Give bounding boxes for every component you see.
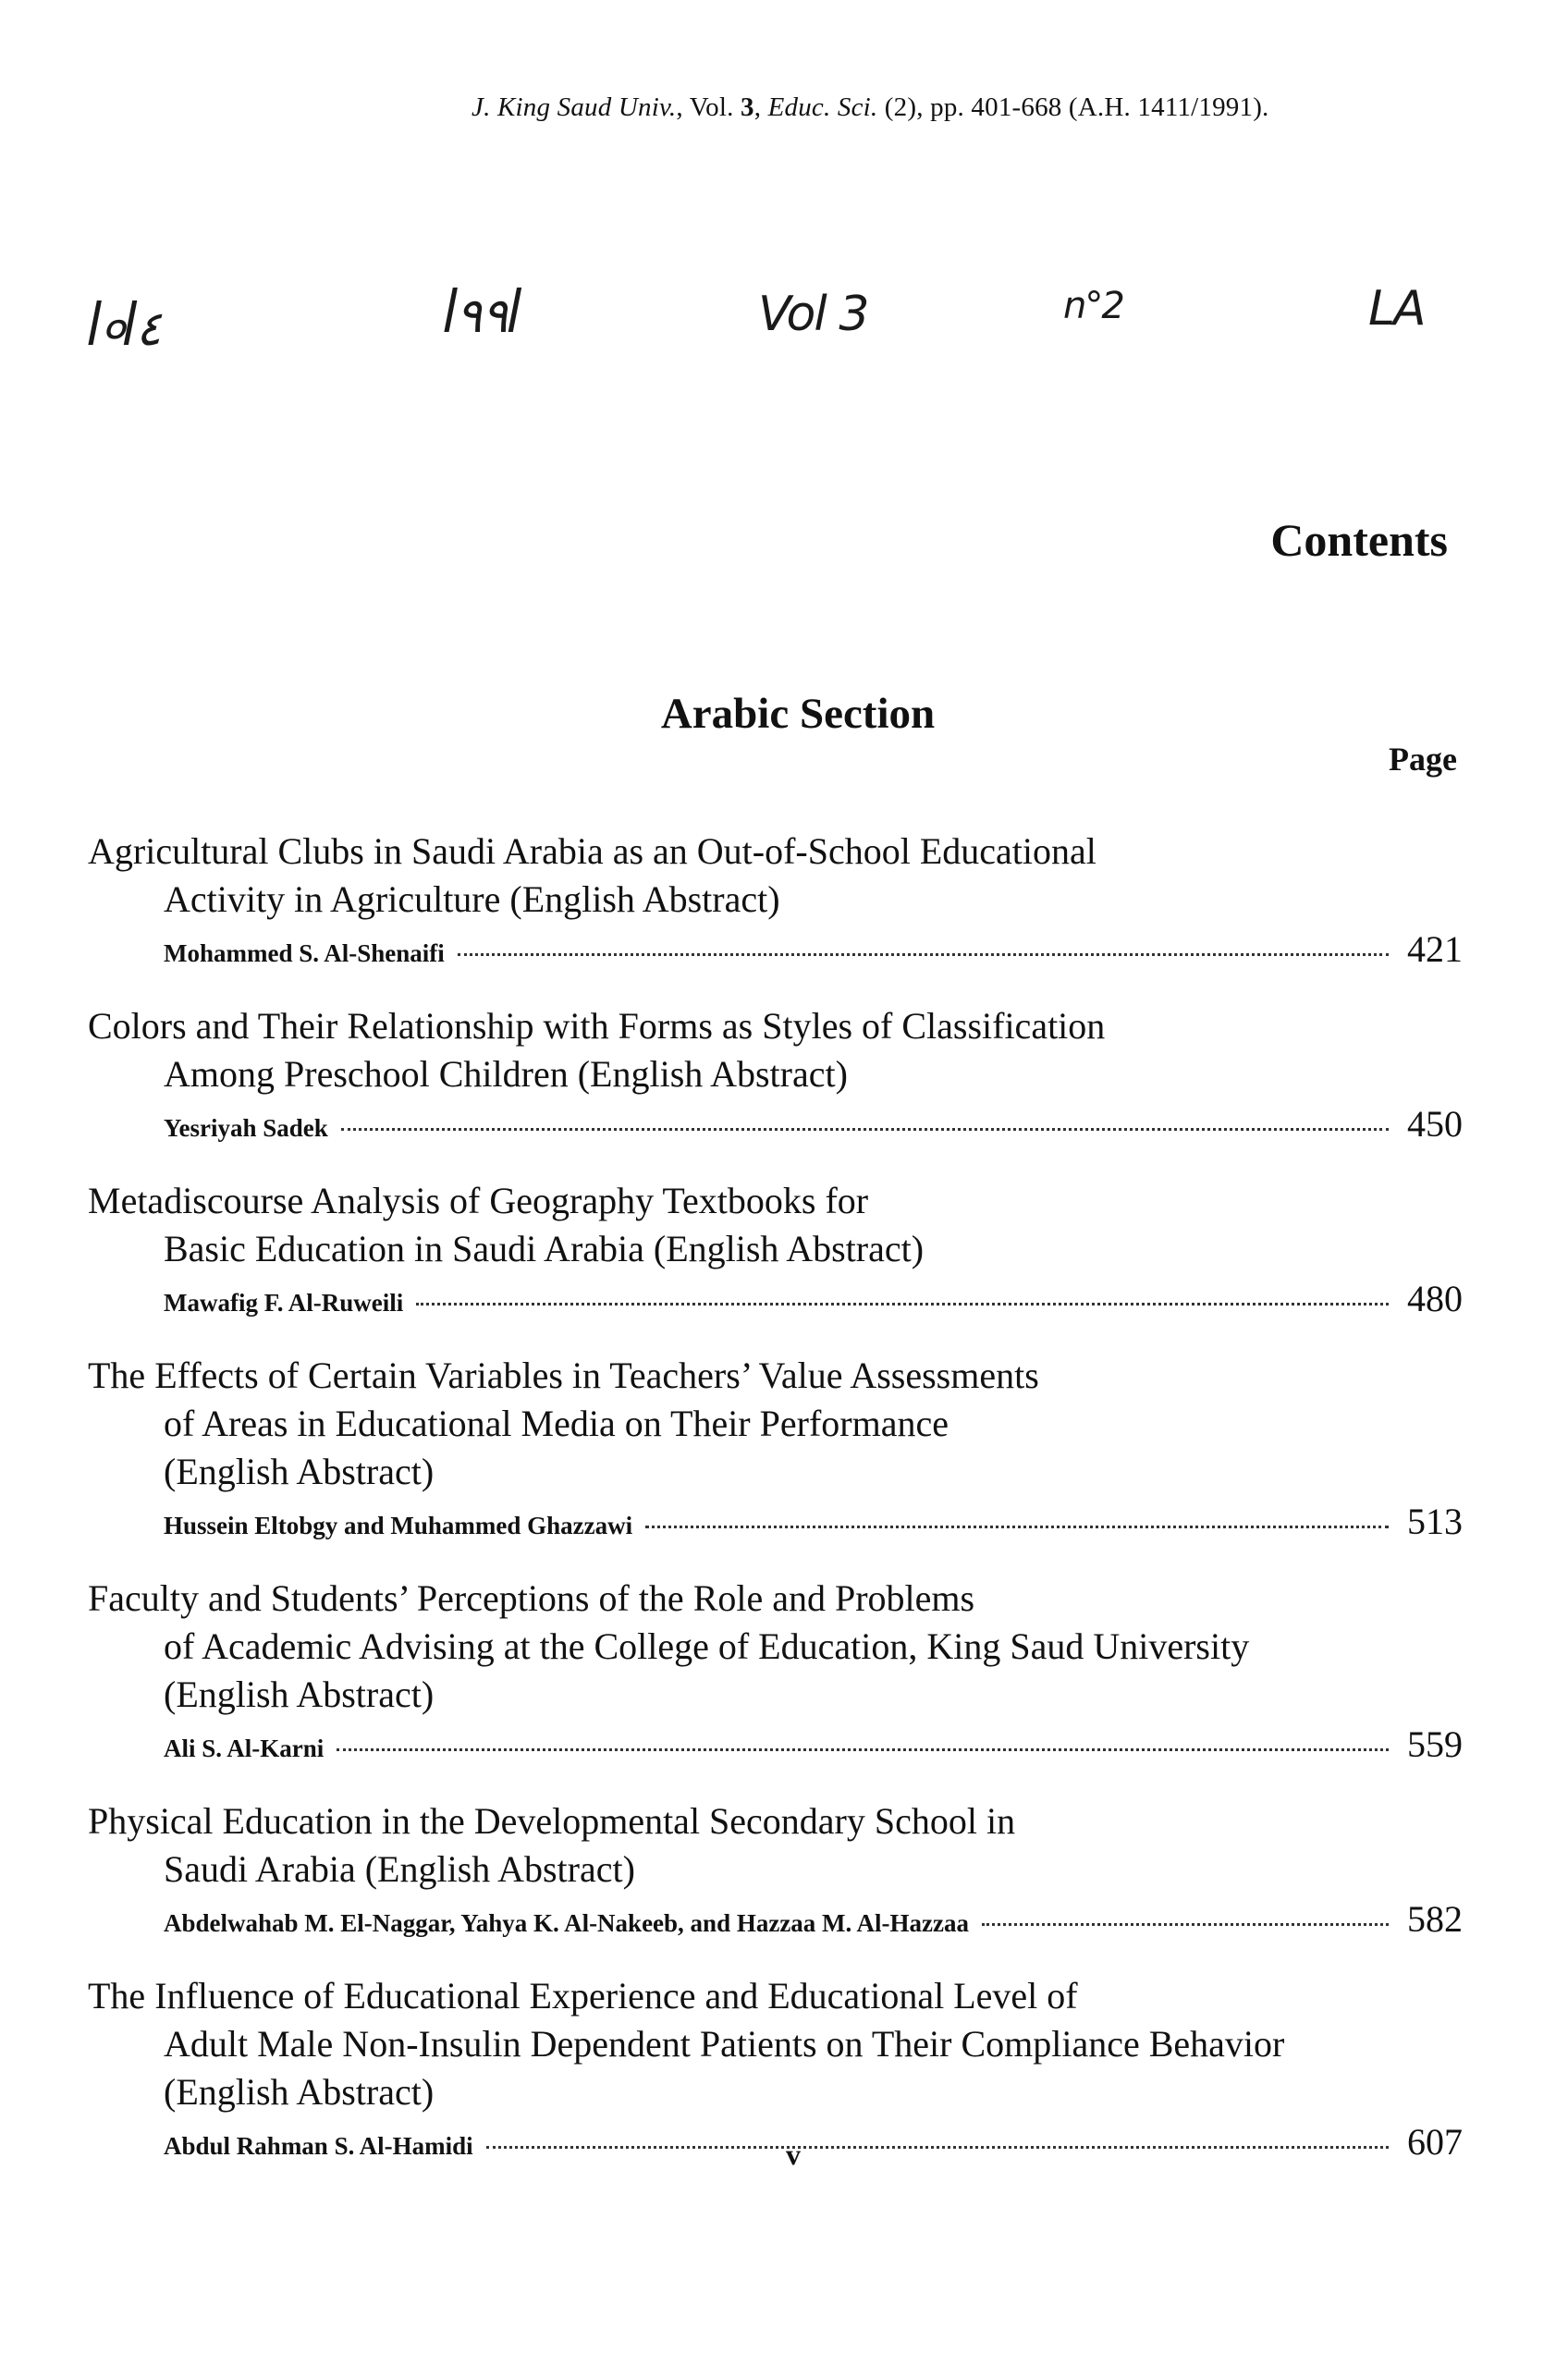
handwritten-annotations <box>0 277 1568 361</box>
section-heading: Arabic Section <box>660 690 936 738</box>
toc-entry-page-number: 450 <box>1407 1103 1463 1145</box>
toc-entry <box>88 1002 1475 1146</box>
toc-entry-page-number: 559 <box>1407 1723 1463 1765</box>
section-abbrev: Educ. Sci. <box>767 92 878 122</box>
toc-entry-author: Ali S. Al-Karni <box>164 1735 325 1762</box>
toc-entry-author-row <box>88 1277 1463 1320</box>
toc-entry-author-row <box>88 1722 1463 1766</box>
toc-entry-author: Yesriyah Sadek <box>164 1114 328 1142</box>
issue-pages-date: (2), pp. 401-668 (A.H. 1411/1991). <box>877 92 1269 122</box>
dot-leader <box>458 953 1389 956</box>
toc-entry <box>88 1352 1475 1543</box>
toc-entry-page-number: 582 <box>1407 1898 1463 1940</box>
dot-leader <box>341 1128 1389 1131</box>
toc-entry-author: Mawafig F. Al-Ruweili <box>164 1289 404 1317</box>
toc-entry-title-line: The Influence of Educational Experience and Educational Level of <box>88 1975 1078 2017</box>
toc-entry <box>88 1972 1475 2164</box>
toc-entry-title-line: (English Abstract) <box>164 1451 435 1492</box>
toc-entry-title-line: Agricultural Clubs in Saudi Arabia as an Out-of-School Educational <box>88 830 1096 872</box>
toc-entry-page-number: 421 <box>1407 928 1463 970</box>
toc-entry <box>88 1177 1475 1320</box>
handwritten-note: ꟾ٩٩ꟾ <box>444 288 521 344</box>
toc-entry-author-row <box>88 1500 1463 1543</box>
toc-entry <box>88 1575 1475 1766</box>
toc-entry-title-line: Basic Education in Saudi Arabia (English Abstract) <box>164 1228 925 1269</box>
toc-entry-author-row <box>88 1102 1463 1146</box>
toc-entry-author: Abdelwahab M. El-Naggar, Yahya K. Al-Nakeeb, and Hazzaa M. Al-Hazzaa <box>164 1909 970 1937</box>
toc-entry-title-line: Metadiscourse Analysis of Geography Textbooks for <box>88 1180 869 1221</box>
toc-entry-title-line: Physical Education in the Developmental Secondary School in <box>88 1800 1016 1842</box>
dot-leader <box>416 1303 1389 1306</box>
dot-leader <box>337 1748 1389 1751</box>
toc-entry-page-number: 513 <box>1407 1501 1463 1542</box>
toc-entry-title-line: Activity in Agriculture (English Abstract) <box>164 878 780 920</box>
toc-entry-author-row <box>88 927 1463 971</box>
journal-name: J. King Saud Univ. <box>472 92 677 122</box>
toc-entry-author: Abdul Rahman S. Al-Hamidi <box>164 2132 473 2160</box>
volume-number: 3 <box>740 92 754 122</box>
toc-entry <box>88 827 1475 971</box>
toc-entry <box>88 1797 1475 1941</box>
toc-entry-title-line: Adult Male Non-Insulin Dependent Patients on Their Compliance Behavior <box>164 2023 1285 2065</box>
toc-entry-title-line: (English Abstract) <box>164 1673 435 1715</box>
toc-entry-author: Hussein Eltobgy and Muhammed Ghazzawi <box>164 1512 633 1539</box>
handwritten-note: ꟾ०ꟾ٤ <box>88 301 162 357</box>
handwritten-note: LA <box>1368 281 1425 337</box>
toc-entry-title-line: Among Preschool Children (English Abstract) <box>164 1053 848 1095</box>
toc-entry-author: Mohammed S. Al-Shenaifi <box>164 939 445 967</box>
contents-heading: Contents <box>1270 514 1448 566</box>
toc-entry-title-line: Faculty and Students’ Perceptions of the Role and Problems <box>88 1577 975 1619</box>
journal-citation-header <box>472 92 1269 123</box>
dot-leader <box>982 1923 1389 1926</box>
toc-entry-title-line: of Academic Advising at the College of Education, King Saud University <box>164 1625 1250 1667</box>
toc-entry-page-number: 607 <box>1407 2121 1463 2163</box>
table-of-contents <box>88 827 1475 2195</box>
page-column-label: Page <box>1389 741 1457 778</box>
toc-entry-title-line: Saudi Arabia (English Abstract) <box>164 1848 635 1890</box>
toc-entry-title-line: Colors and Their Relationship with Forms as Styles of Classification <box>88 1005 1106 1047</box>
toc-entry-page-number: 480 <box>1407 1278 1463 1319</box>
header-separator: , <box>753 92 768 122</box>
toc-entry-author-row <box>88 1897 1463 1941</box>
toc-entry-title-line: of Areas in Educational Media on Their Performance <box>164 1403 949 1444</box>
toc-entry-title-line: (English Abstract) <box>164 2071 435 2113</box>
dot-leader <box>645 1526 1389 1528</box>
volume-prefix: , Vol. <box>676 92 741 122</box>
handwritten-note: Vol 3 <box>758 287 868 342</box>
handwritten-note: n°2 <box>1063 285 1123 327</box>
toc-entry-title-line: The Effects of Certain Variables in Teachers’ Value Assessments <box>88 1355 1039 1396</box>
page-number-footer: v <box>786 2138 801 2171</box>
